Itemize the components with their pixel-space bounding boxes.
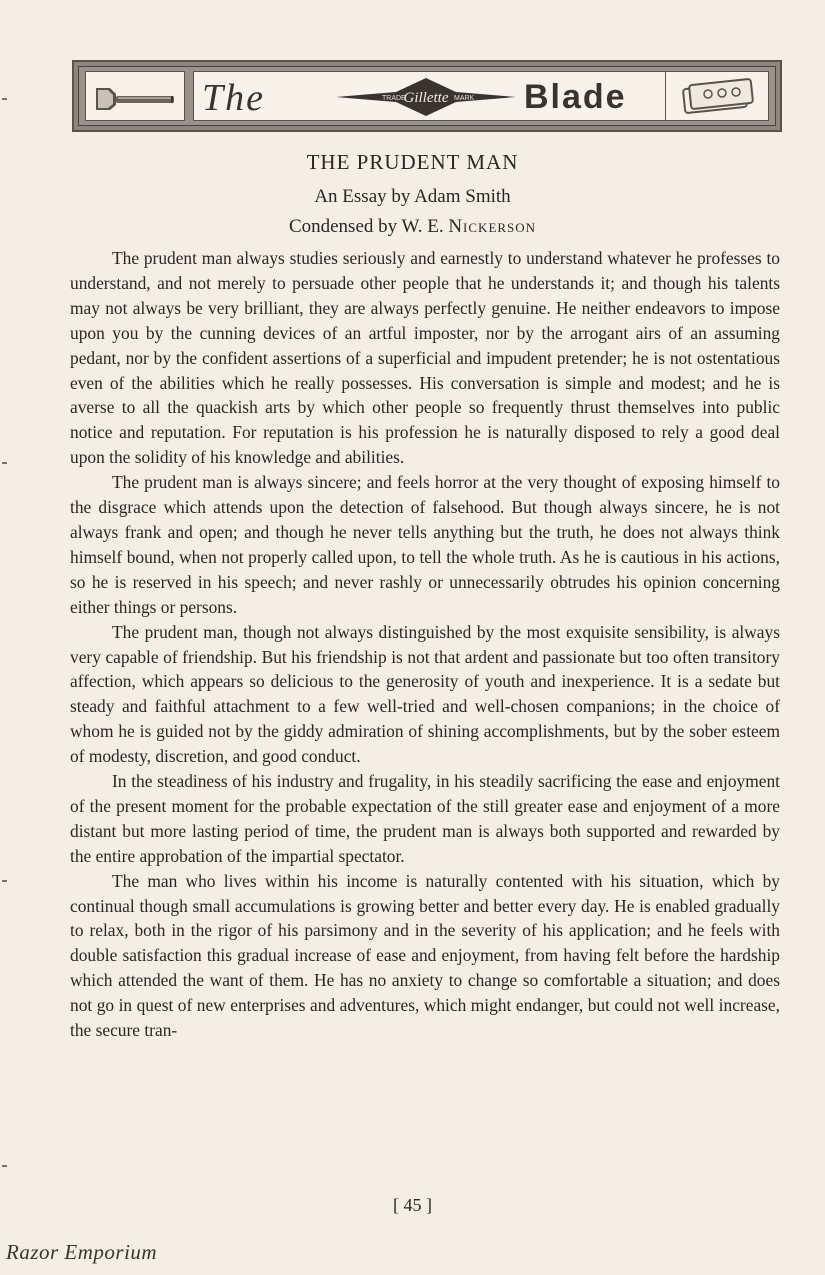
essay-title: THE PRUDENT MAN	[306, 150, 519, 174]
page-number: [ 45 ]	[393, 1195, 432, 1215]
razor-panel	[85, 71, 185, 121]
essay-condensed-by	[0, 216, 825, 238]
condensed-prefix: Condensed by W. E.	[288, 216, 449, 237]
essay-subtitle: An Essay by Adam Smith	[314, 186, 511, 207]
binding-hole-mark	[2, 880, 7, 882]
paragraph: The prudent man is always sincere; and feels horror at the very thought of exposing himself to the disgrace which attends upon the detection of falsehood. But though always sincere, he is not always frank and open; and though he never tells anything but the truth, he does not always think himself bound, when not properly called upon, to tell the whole truth. As he is cautious in his actions, so he is reserved in his speech; and never rashly or unnecessarily obtrudes his opinion concerning either things or persons.	[70, 472, 780, 617]
logo-trade-text: TRADE	[382, 95, 406, 102]
masthead-frame	[78, 66, 776, 126]
logo-brand-text: Gillette	[403, 90, 449, 106]
binding-hole-mark	[2, 1165, 7, 1167]
masthead-word-blade: Blade	[524, 78, 627, 116]
paragraph: The prudent man, though not always distinguished by the most exquisite sensibility, is always very capable of friendship. But his friendship is not that ardent and passionate but too often transitory affection, which appears so delicious to the generosity of youth and inexperience. It is a sedate but steady and faithful attachment to a few well-tried and well-chosen companions; in the choice of whom he is guided not by the giddy admiration of shining accomplishments, but by the sober esteem of modesty, discretion, and good conduct.	[70, 621, 780, 767]
masthead-word-the: The	[202, 77, 265, 119]
razor-blades-icon	[666, 72, 768, 120]
paragraph: In the steadiness of his industry and frugality, in his steadily sacrificing the ease and enjoyment of the present moment for the probable expectation of the still greater ease and enjoyment of a more distant but more lasting period of time, the prudent man is always both supported and rewarded by the entire approbation of the impartial spectator.	[70, 771, 780, 866]
binding-hole-mark	[2, 462, 7, 464]
condensed-author-name: Nickerson	[448, 216, 537, 237]
razor-emporium-watermark: Razor Emporium	[6, 1240, 158, 1264]
blades-panel	[665, 71, 769, 121]
safety-razor-icon	[86, 72, 184, 120]
logo-mark-text: MARK	[454, 95, 475, 102]
masthead-title-panel	[193, 71, 667, 121]
essay-body	[70, 246, 780, 1043]
gillette-diamond-logo	[336, 78, 516, 116]
binding-hole-mark	[2, 98, 7, 100]
paragraph: The man who lives within his income is naturally contented with his situation, which by continual though small accumulations is growing better and better every day. He is enabled gradually to relax, both in the rigor of his parsimony and in the severity of his application; and he feels with double satisfaction this gradual increase of ease and enjoyment, from having felt before the hardship which attended the want of them. He has no anxiety to change so comfortable a situation; and does not go in quest of new enterprises and adventures, which might endanger, but could not well increase, the secure tran-	[70, 870, 780, 1041]
paragraph: The prudent man always studies seriously and earnestly to understand whatever he professes to understand, and not merely to persuade other people that he understands it; and though his talents may not always be very brilliant, they are always perfectly genuine. He neither endeavors to impose upon you by the cunning devices of an artful imposter, nor by the arrogant airs of an assuming pedant, nor by the confident assertions of a superficial and impudent pretender; he is not ostentatious even of the abilities which he really possesses. His conversation is simple and modest; and he is averse to all the quackish arts by which other people so frequently thrust themselves into public notice and reputation. For reputation is his profession he is naturally disposed to rely a good deal upon the solidity of his knowledge and abilities.	[70, 248, 780, 468]
masthead-banner	[72, 60, 782, 132]
